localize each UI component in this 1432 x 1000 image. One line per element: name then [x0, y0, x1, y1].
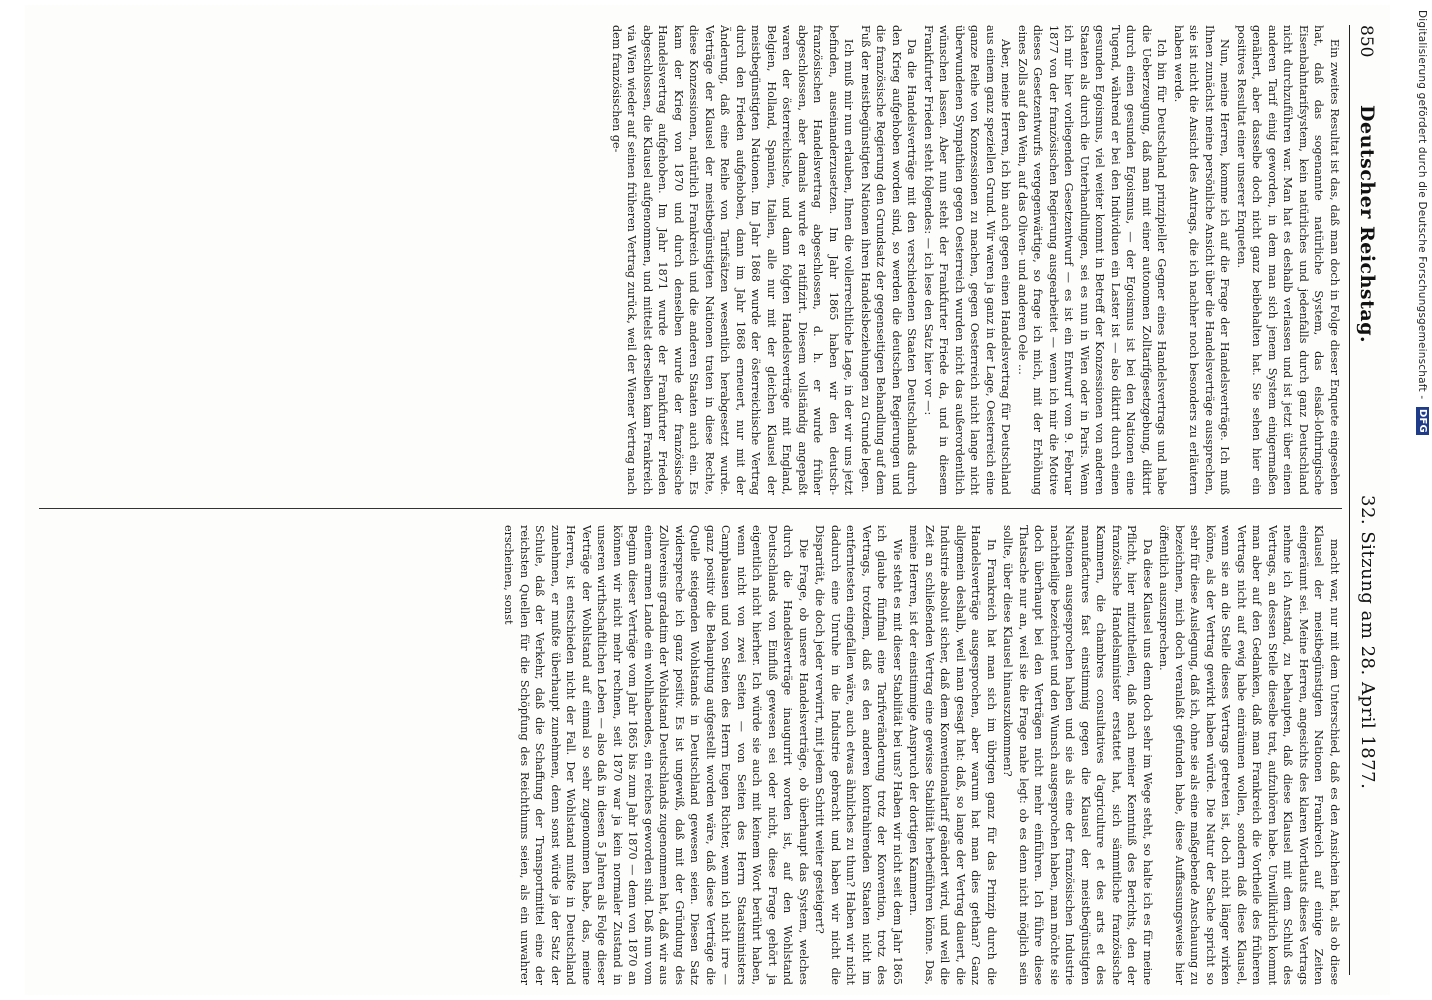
- header-rule: [1349, 25, 1350, 975]
- paragraph: macht war, nur mit dem Unterschied, daß es den Ansichein hat, als ob diese Klausel der meistbegünstigten Nationen Frankreich auf einige Zeiten eingeräumt sei. Meine Herren, angesichts des klaren Wortlauts dieses Vertrags nehme ich Anstand, zu behaupten, daß diese Klausel mit dem Schluß des Vertrags, an dessen Stelle dieselbe trat, aufzuhören habe. Unwillkürlich kommt man aber auf den Gedanken, daß man Frankreich die Vortheile des früheren Vertrags nicht auf ewig habe einräumen wollen, sondern daß diese Klausel, wenn sie an die Stelle dieses Vertrags getreten ist, doch nicht länger wirken könne, als der Vertrag gewirkt haben würde. Die Natur der Sache spricht so sehr für diese Auslegung, daß ich, ohne sie als eine maßgebende Anschauung zu bezeichnen, mich doch veranlaßt gefunden habe, diese Auffassungsweise hier öffentlich auszusprechen.: [1157, 525, 1341, 985]
- paragraph: Da diese Klausel uns denn doch sehr im Wege steht, so halte ich es für meine Pflicht, hier mitzutheilen, daß nach meiner Kenntniß des Berichts, den der französische Handelsminister erstattet hat, sich sämmtliche französische Kammern, die chambres consultatives d'agriculture et des arts et des manufactures fast einstimmig gegen die Klausel der meistbegünstigten Nationen ausgesprochen haben und sie als eine der französischen Industrie nachtheilige bezeichnet und den Wunsch ausgesprochen haben, man möchte sie doch überhaupt bei den Verträgen nicht mehr einführen. Ich führe diese Thatsache nur an, weil sie die Frage nahe legt: ob es denn nicht möglich sein sollte, über diese Klausel hinauszukommen?: [1001, 525, 1154, 985]
- column-divider: [39, 508, 1342, 509]
- scanned-page: [25, 5, 1390, 995]
- dfg-logo: DFG: [1417, 408, 1428, 433]
- session-title: 32. Sitzung am 28. April 1877.: [1357, 495, 1378, 790]
- publication-title: Deutscher Reichstag.: [1356, 105, 1378, 344]
- paragraph: Aber, meine Herren, ich bin auch gegen einen Handelsvertrag für Deutschland aus einem ganz speziellen Grund. Wir waren ja ganz in der Lage, Oesterreich eine ganze Reihe von Konzessionen zu machen, gegen Oesterreich nicht lange nicht überwundenen Sympathien gegen Oesterreich wurden nicht das außerordentlich wünschen lassen. Aber nun steht der Frankfurter Friede da, und in diesem Frankfurter Frieden steht folgendes: — ich lese den Satz hier vor —:: [922, 25, 1013, 495]
- paragraph: Wie steht es mit dieser Stabilität bei uns? Haben wir nicht seit dem Jahr 1865 ich glaube fünfmal eine Tarifveränderung trotz der Konvention, trotz des Vertrags, trotzdem, daß es den anderen kontrahirenden Staaten nicht im entferntesten eingefallen wäre, auch etwas ähnliches zu thun? Haben wir nicht dadurch eine Unruhe in die Industrie gebracht und haben wir nicht die Disparität, die doch jeder verwirrt, mit jedem Schritt weiter gesteigert?: [813, 525, 904, 985]
- text-column-right: [39, 525, 1342, 985]
- paragraph: Ich bin für Deutschland prinzipieller Gegner eines Handelsvertrags und habe die Ueberzeugung, daß man mit einer autonomen Zolltarifgesetzgebung, diktirt durch einen gesunden Egoismus, — der Egoismus ist bei den Nationen eine Tugend, während er bei den Individuen ein Laster ist — also diktirt durch einen gesunden Egoismus, viel weiter kommt in Betreff der Konzessionen von anderen Staaten als durch die Unterhandlungen, sei es nun in Wien oder in Paris. Wenn ich mir hier vorliegenden Gesetzentwurf — es ist ein Entwurf vom 9. Februar 1877 von der französischen Regierung ausgearbeitet — wenn ich mir die Motive dieses Gesetzentwurfs vergegenwärtige, so frage ich mich, mit der Erhöhung eines Zolls auf den Wein, auf das Oliven- und anderen Oele ...: [1016, 25, 1169, 495]
- page-number: 850: [1356, 25, 1376, 58]
- paragraph: Die Frage, ob unsere Handelsverträge, ob überhaupt das System, welches durch die Handelsverträge inaugurirt worden ist, auf den Wohlstand Deutschlands von Einfluß gewesen sei oder nicht, diese Frage gehört ja eigentlich nicht hierher. Ich würde sie auch mit keinem Wort berührt haben, wenn nicht von zwei Seiten — von Seiten des Herrn Staatsministers Camphausen und von Seiten des Herrn Eugen Richter, wenn ich nicht irre — ganz positiv die Behauptung aufgestellt worden wäre, daß diese Verträge die Quelle steigenden Wohlstands in Deutschland gewesen seien. Diesen Satz widerspreche ich ganz positiv. Es ist ungewiß, daß mit der Gründung des Zollvereins gradatim der Wohlstand Deutschlands zugenommen hat, daß wir aus einem armen Lande ein wohlhabendes, ein reiches geworden sind. Daß nun vom Beginn dieser Verträge vom Jahr 1865 bis zum Jahr 1870 — denn von 1870 an können wir nicht mehr rechnen, seit 1870 war ja kein normaler Zustand in unseren wirthschaftlichen Leben — also daß in diesen 5 Jahren als Folge dieser Verträge der Wohlstand auf einmal so sehr zugenommen habe, das, meine Herren, ist entschieden nicht der Fall. Der Wohlstand mußte in Deutschland zunehmen, er mußte überhaupt zunehmen, denn sonst würde ja der Satz der Schule, daß der Verkehr, daß die Schaffung der Transportmittel eine der reichsten Quellen für die Schöpfung des Reichthums seien, als ein unwahrer erscheinen, sonst: [502, 525, 810, 985]
- credit-text: Digitalisierung gefördert durch die Deutsche Forschungsgemeinschaft -: [1416, 10, 1428, 400]
- paragraph: Nun, meine Herren, komme ich auf die Frage der Handelsverträge. Ich muß Ihnen zunächst meine persönliche Ansicht über die Handelsverträge aussprechen, sie ist nicht die Ansicht des Antrags, die ich nachher noch besonders zu erläutern haben werde.: [1172, 25, 1232, 495]
- paragraph: In Frankreich hat man sich im übrigen ganz für das Prinzip durch die Handelsverträge ausgesprochen, aber warum hat man dies gethan? Ganz allgemein deshalb, weil man gesagt hat: daß, so lange der Vertrag dauert, die Industrie absolut sicher, daß dem Konventionaltarif geändert wird, und weil die Zeit an schließenden Vertrag eine gewisse Stabilität herbeiführen könne. Das, meine Herren, ist der einstimmige Anspruch der dortigen Kammern.: [907, 525, 998, 985]
- text-column-left: [39, 25, 1342, 495]
- paragraph: Da die Handelsverträge mit den verschiedenen Staaten Deutschlands durch den Krieg aufgehoben worden sind, so werden die deutschen Regierungen und die französische Regierung den Grundsatz der gegenseitigen Behandlung auf dem Fuß der meistbegünstigten Nationen ihren Handelsbeziehungen zu Grunde legen.: [859, 25, 919, 495]
- paragraph: Ich muß mir nun erlauben, Ihnen die vollerrechtliche Lage, in der wir uns jetzt befinden, auseinanderzusetzen. Im Jahr 1865 haben wir den deutsch-französischen Handelsvertrag abgeschlossen, d. h. er wurde früher abgeschlossen, aber damals wurde er ratifizirt. Diesem vollständig angepaßt waren der österreichische, und dann folgten Handelsverträge mit England, Belgien, Holland, Spanien, Italien, alle nur mit der gleichen Klausel der meistbegünstigten Nationen. Im Jahr 1868 wurde der österreichische Vertrag durch den Frieden aufgehoben, dann im Jahr 1868 erneuert, nur mit der Änderung, daß eine Reihe von Tarifsätzen wesentlich herabgesetzt wurde. Verträge der Klausel der meistbegünstigten Nationen traten in diese Rechte, diese Konzessionen, natürlich Frankreich und die anderen Staaten auch ein. Es kam der Krieg von 1870 und durch denselben wurde der französische Handelsvertrag aufgehoben. Im Jahr 1871 wurde der Frankfurter Frieden abgeschlossen, die Klausel aufgenommen, und mittelst derselben kam Frankreich via Wien wieder auf seinen früheren Vertrag zurück, weil der Wiener Vertrag nach dem französischen ge-: [610, 25, 856, 495]
- paragraph: Ein zweites Resultat ist das, daß man doch in Folge dieser Enquete eingesehen hat, daß das sogenannte natürliche System, das elsaß-lothringische Eisenbahntarifsystem, kein natürliches und jedenfalls durch ganz Deutschland nicht durchzuführen war. Man hat es deshalb verlassen und ist jetzt über einen anderen Tarif einig geworden, in dem man sich jenem System einigermaßen genähert, aber dasselbe doch nicht ganz beibehalten hat. Sie sehen hier ein positives Resultat einer unserer Enqueten.: [1235, 25, 1341, 495]
- digitization-credit: [1416, 10, 1429, 435]
- running-head: [1352, 25, 1382, 975]
